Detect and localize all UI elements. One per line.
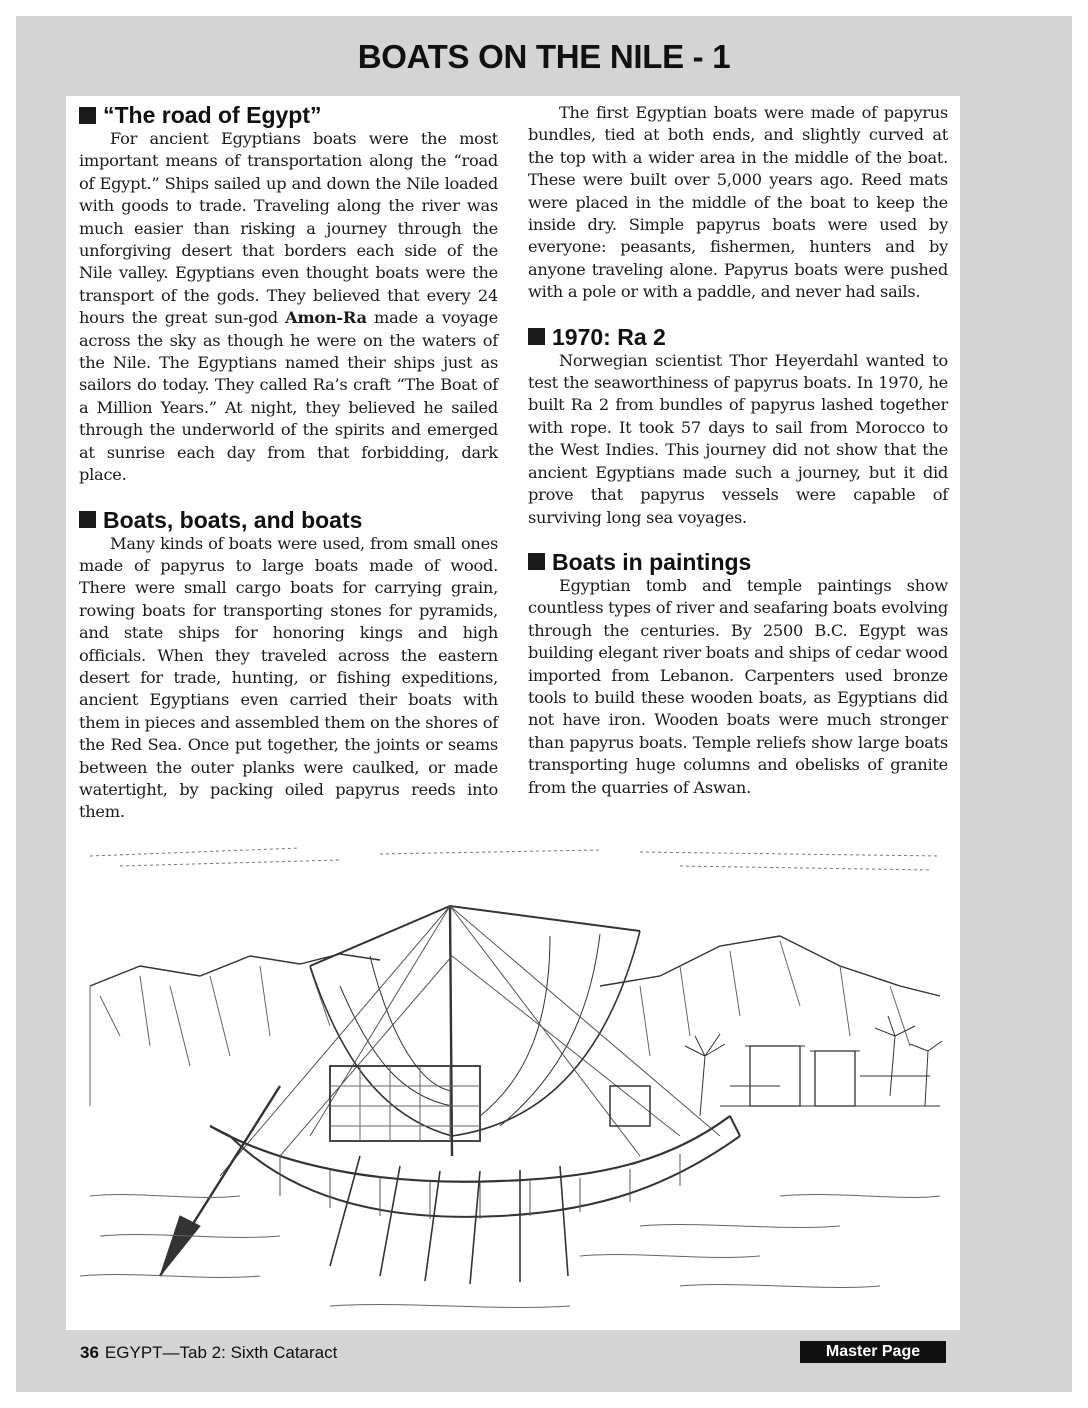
footer <box>80 1343 337 1363</box>
square-bullet-icon <box>79 511 96 528</box>
heading-text: 1970: Ra 2 <box>552 323 666 350</box>
heading-text: Boats in paintings <box>552 548 752 575</box>
page-title: BOATS ON THE NILE - 1 <box>357 38 731 75</box>
sailing-boat-illustration <box>80 836 950 1326</box>
right-column <box>528 102 948 819</box>
footer-text: EGYPT—Tab 2: Sixth Cataract <box>104 1343 338 1362</box>
section-heading <box>528 324 948 350</box>
section-road-of-egypt <box>79 102 498 487</box>
page-number: 36 <box>80 1343 99 1362</box>
paragraph: Egyptian tomb and temple paintings show countless types of river and seafaring boats evolving through the centuries. By 2500 B.C. Egypt was building elegant river boats and ships of cedar wood imported from Lebanon. Carpenters used bronze tools to build these wooden boats, as Egyptians did not have iron. Wooden boats were much stronger than papyrus boats. Temple reliefs show large boats transporting huge columns and obelisks of granite from the quarries of Aswan. <box>528 575 948 797</box>
section-papyrus-boats <box>528 102 948 304</box>
heading-text: “The road of Egypt” <box>103 102 322 128</box>
paragraph: Norwegian scientist Thor Heyerdahl wanted to test the seaworthiness of papyrus boats. In 1970, he built Ra 2 from bundles of papyrus lashed together with rope. It took 57 days to sail from Morocco to the West Indies. This journey did not show that the ancient Egyptians made such a journey, but it did prove that papyrus vessels were capable of surviving long sea voyages. <box>528 350 948 527</box>
paragraph <box>79 128 498 487</box>
square-bullet-icon <box>528 553 545 570</box>
paragraph-text: For ancient Egyptians boats were the most important means of transportation along the “road of Egypt.” Ships sailed up and down the Nile loaded with goods to trade. Traveling along the river was much easier than risking a journey through the unforgiving desert that borders each side of the Nile valley. Egyptians even thought boats were the transport of the gods. They believed that every 24 hours the great sun-god <box>79 129 498 328</box>
square-bullet-icon <box>79 107 96 124</box>
paragraph: The first Egyptian boats were made of papyrus bundles, tied at both ends, and slightly curved at the top with a wider area in the middle of the boat. These were built over 5,000 years ago. Reed mats were placed in the middle of the boat to keep the inside dry. Simple papyrus boats were used by everyone: peasants, fishermen, hunters and by anyone traveling alone. Papyrus boats were pushed with a pole or with a paddle, and never had sails. <box>528 103 948 302</box>
section-boats-in-paintings <box>528 549 948 799</box>
section-boats-boats-and-boats <box>79 507 498 824</box>
page-sheet <box>66 96 960 1330</box>
paragraph-text: made a voyage across the sky as though he were on the waters of the Nile. The Egyptians named their ships just as sailors do today. They called Ra’s craft “The Boat of a Million Years.” At night, they believed he sailed through the underworld of the spirits and emerged at sunrise each day from that forbidding, dark place. <box>79 308 498 485</box>
section-ra-2 <box>528 324 948 529</box>
paragraph: Many kinds of boats were used, from small ones made of papyrus to large boats made of wood. There were small cargo boats for carrying grain, rowing boats for transporting stones for pyramids, and state ships for honoring kings and high officials. When they traveled across the eastern desert for trade, hunting, or fishing expeditions, ancient Egyptians even carried their boats with them in pieces and assembled them on the shores of the Red Sea. Once put together, the joints or seams between the outer planks were caulked, or made watertight, by packing oiled papyrus reeds into them. <box>79 533 498 822</box>
section-heading <box>79 507 498 533</box>
bold-term: Amon-Ra <box>285 308 367 328</box>
master-page-badge: Master Page <box>800 1341 946 1363</box>
left-column <box>79 102 498 844</box>
square-bullet-icon <box>528 328 545 345</box>
heading-text: Boats, boats, and boats <box>103 506 363 533</box>
section-heading <box>79 102 498 128</box>
section-heading <box>528 549 948 575</box>
